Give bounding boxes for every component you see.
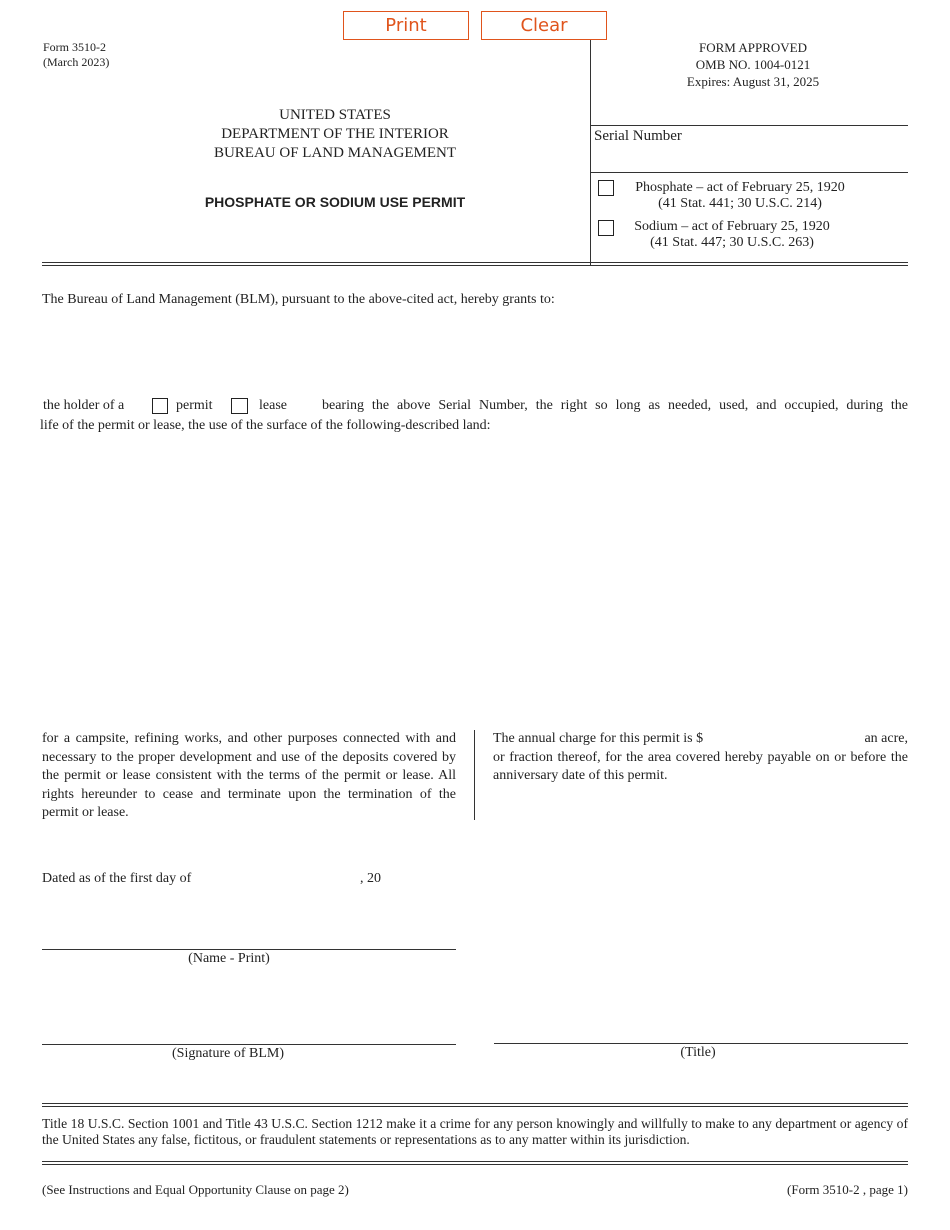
footer-instructions: (See Instructions and Equal Opportunity Clause on page 2) <box>42 1182 349 1197</box>
phosphate-line-1: Phosphate – act of February 25, 1920 <box>635 180 845 195</box>
footer-page-number: (Form 3510-2 , page 1) <box>787 1182 908 1197</box>
form-approval <box>598 39 908 90</box>
title-input[interactable] <box>494 1016 908 1042</box>
serial-number-input[interactable] <box>592 145 906 171</box>
header-rule-1 <box>42 262 908 263</box>
agency-line-3: BUREAU OF LAND MANAGEMENT <box>213 145 457 161</box>
lease-label: lease <box>259 398 287 413</box>
page-title: PHOSPHATE OR SODIUM USE PERMIT <box>204 194 466 210</box>
charge-text-start: The annual charge for this permit is $ <box>493 731 704 746</box>
dated-year-input[interactable] <box>386 868 446 888</box>
name-print-line <box>42 949 456 950</box>
grant-text: The Bureau of Land Management (BLM), pursuant to the above-cited act, hereby grants to: <box>42 292 555 307</box>
approval-line-2: OMB NO. 1004-0121 <box>695 57 811 72</box>
sodium-line-1: Sodium – act of February 25, 1920 <box>634 219 830 234</box>
title-line <box>494 1043 908 1044</box>
permit-checkbox[interactable] <box>152 398 168 414</box>
charge-block <box>493 730 908 786</box>
warning-rule-1 <box>42 1103 908 1104</box>
header-rule-2 <box>42 265 908 266</box>
grantee-input[interactable] <box>42 314 908 386</box>
charge-text-end: an acre, <box>864 731 908 746</box>
column-divider <box>474 730 475 820</box>
charge-amount-input[interactable] <box>739 730 855 748</box>
approval-line-1: FORM APPROVED <box>698 40 807 55</box>
approval-line-3: Expires: August 31, 2025 <box>686 74 820 89</box>
title-label: (Title) <box>680 1045 716 1060</box>
land-description-input[interactable] <box>42 442 908 722</box>
agency-line-2: DEPARTMENT OF THE INTERIOR <box>221 126 449 142</box>
clear-button[interactable]: Clear <box>481 11 607 40</box>
warning-rule-3 <box>42 1161 908 1162</box>
holder-text-line-1: bearing the above Serial Number, the right so long as needed, used, and occupied, during the <box>322 398 908 413</box>
name-print-input[interactable] <box>42 922 456 948</box>
form-date: (March 2023) <box>43 55 110 69</box>
sodium-option-label <box>602 219 862 251</box>
phosphate-line-2: (41 Stat. 441; 30 U.S.C. 214) <box>658 196 822 211</box>
lease-checkbox[interactable] <box>231 398 248 414</box>
form-number: Form 3510-2 <box>43 40 106 54</box>
warning-rule-4 <box>42 1164 908 1165</box>
sodium-line-2: (41 Stat. 447; 30 U.S.C. 263) <box>650 235 814 250</box>
warning-rule-2 <box>42 1106 908 1107</box>
warning-text: Title 18 U.S.C. Section 1001 and Title 43 U.S.C. Section 1212 make it a crime for any person knowingly and willfully to make to any department or agency of the United States any false, fictitous, or fraudulent statements or representations as to any matter within its jurisdiction. <box>42 1116 908 1147</box>
holder-prefix: the holder of a <box>43 398 125 413</box>
serial-bottom-line <box>590 172 908 173</box>
dated-year-prefix: , 20 <box>360 871 381 886</box>
name-print-label: (Name - Print) <box>188 951 270 966</box>
charge-text-rest: or fraction thereof, for the area covered hereby payable on or before the anniversary date of this permit. <box>493 749 908 783</box>
agency-line-1: UNITED STATES <box>279 107 391 123</box>
holder-text-line-2: life of the permit or lease, the use of the surface of the following-described land: <box>40 418 491 433</box>
signature-label: (Signature of BLM) <box>172 1046 284 1061</box>
phosphate-option-label <box>610 180 870 212</box>
agency-heading <box>42 106 628 163</box>
print-button[interactable]: Print <box>343 11 469 40</box>
serial-top-line <box>590 125 908 126</box>
dated-prefix: Dated as of the first day of <box>42 871 192 886</box>
signature-line <box>42 1044 456 1045</box>
serial-number-label: Serial Number <box>594 128 682 144</box>
permit-label: permit <box>176 398 213 413</box>
dated-month-input[interactable] <box>212 868 356 888</box>
purpose-text: for a campsite, refining works, and other purposes connected with and necessary to the proper development and use of the deposits covered by the permit or lease consistent with the terms of the permit or lease. All rights hereunder to cease and terminate upon the termination of the permit or lease. <box>42 731 456 820</box>
